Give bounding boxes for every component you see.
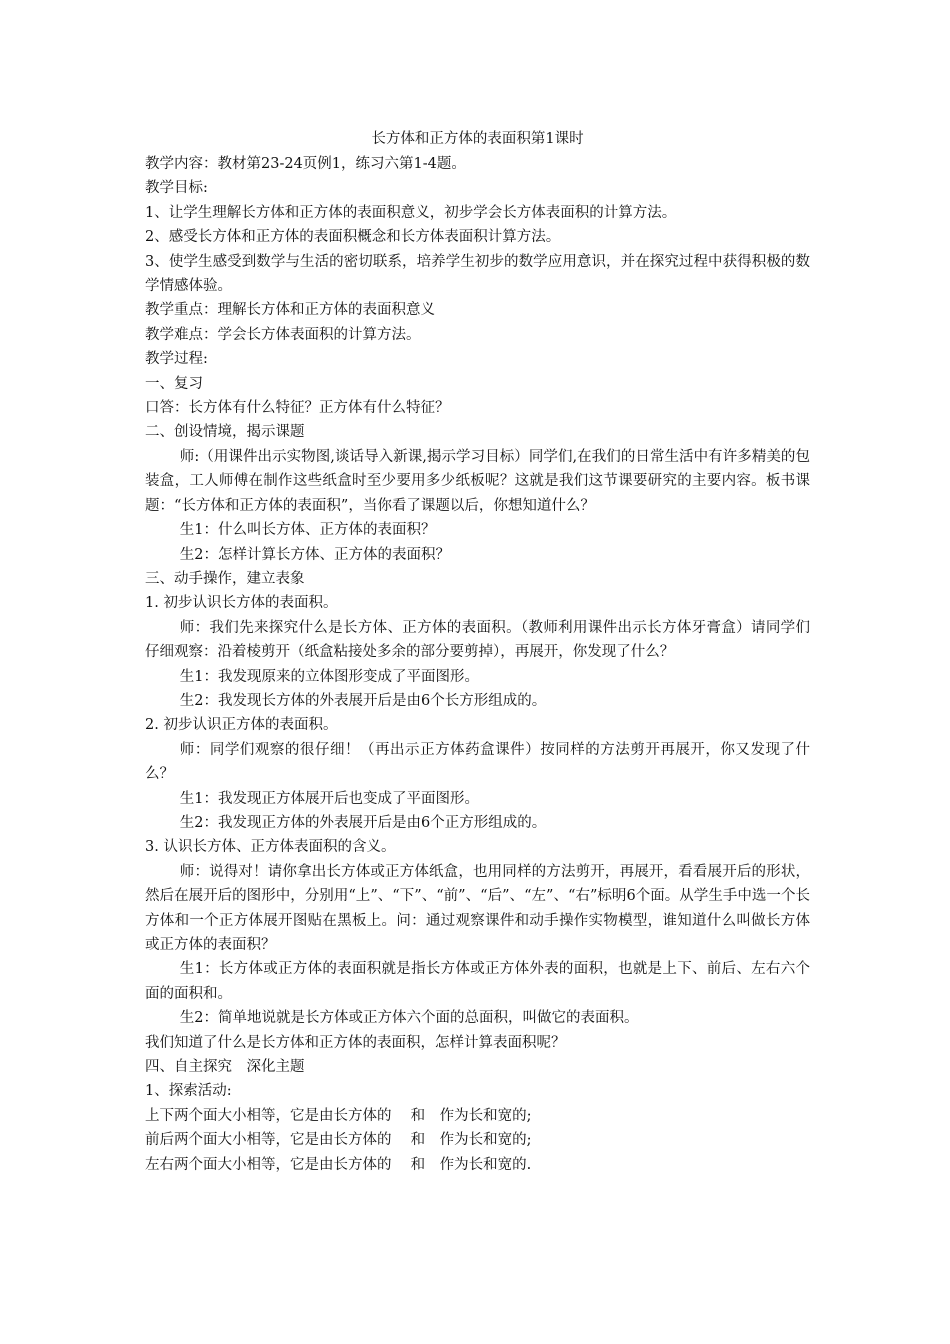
paragraph-26: 生2：简单地说就是长方体或正方体六个面的总面积，叫做它的表面积。 [179, 1010, 639, 1027]
paragraph-23: 3. 认识长方体、正方体表面积的含义。 [145, 839, 396, 856]
paragraph-29: 1、探索活动: [145, 1083, 232, 1100]
paragraph-8: 一、复习 [145, 375, 203, 392]
paragraph-19: 2. 初步认识正方体的表面积。 [145, 717, 338, 734]
paragraph-0: 教学内容：教材第23-24页例1，练习六第1-4题。 [145, 156, 466, 172]
document-page [145, 126, 810, 1177]
paragraph-17: 生1：我发现原来的立体图形变成了平面图形。 [179, 668, 480, 685]
paragraph-18: 生2：我发现长方体的外表展开后是由6个长方形组成的。 [179, 692, 547, 709]
paragraph-22: 生2：我发现正方体的外表展开后是由6个正方形组成的。 [179, 814, 547, 831]
paragraph-6: 教学难点：学会长方体表面积的计算方法。 [145, 326, 421, 343]
paragraph-11: 师:（用课件出示实物图,谈话导入新课,揭示学习目标）同学们,在我们的日常生活中有许多精美的包装盒，工人师傅在制作这些纸盒时至少要用多少纸板呢？这就是我们这节课要研究的主要内容。板书课题：“长方体和正方体的表面积”，当你看了课题以后，你想知道什么？ [145, 448, 810, 514]
paragraph-3: 2、感受长方体和正方体的表面积概念和长方体表面积计算方法。 [145, 229, 561, 246]
paragraph-32: 左右两个面大小相等，它是由长方体的 和 作为长和宽的. [145, 1156, 532, 1173]
paragraph-21: 生1：我发现正方体展开后也变成了平面图形。 [179, 790, 480, 807]
paragraph-10: 二、创设情境，揭示课题 [145, 424, 305, 441]
paragraph-1: 教学目标: [145, 180, 208, 197]
paragraph-27: 我们知道了什么是长方体和正方体的表面积，怎样计算表面积呢？ [145, 1034, 566, 1051]
paragraph-15: 1. 初步认识长方体的表面积。 [145, 595, 338, 612]
paragraph-14: 三、动手操作，建立表象 [145, 570, 305, 587]
document-body [145, 152, 810, 1177]
paragraph-5: 教学重点：理解长方体和正方体的表面积意义 [145, 302, 435, 319]
paragraph-20: 师：同学们观察的很仔细！（再出示正方体药盒课件）按同样的方法剪开再展开，你又发现了什么？ [145, 741, 810, 783]
paragraph-12: 生1：什么叫长方体、正方体的表面积？ [179, 522, 436, 539]
paragraph-9: 口答：长方体有什么特征？正方体有什么特征？ [145, 400, 450, 417]
paragraph-13: 生2：怎样计算长方体、正方体的表面积？ [179, 546, 451, 563]
paragraph-31: 前后两个面大小相等，它是由长方体的 和 作为长和宽的; [145, 1132, 532, 1149]
paragraph-28: 四、自主探究 深化主题 [145, 1059, 305, 1076]
document-title: 长方体和正方体的表面积第1课时 [371, 131, 584, 147]
paragraph-2: 1、让学生理解长方体和正方体的表面积意义，初步学会长方体表面积的计算方法。 [145, 204, 677, 221]
paragraph-16: 师：我们先来探究什么是长方体、正方体的表面积。（教师利用课件出示长方体牙膏盒）请同学们仔细观察：沿着棱剪开（纸盒粘接处多余的部分要剪掉），再展开，你发现了什么？ [145, 619, 810, 661]
paragraph-30: 上下两个面大小相等，它是由长方体的 和 作为长和宽的; [145, 1107, 532, 1124]
paragraph-24: 师：说得对！请你拿出长方体或正方体纸盒，也用同样的方法剪开，再展开，看看展开后的形状，然后在展开后的图形中，分别用“上”、“下”、“前”、“后”、“左”、“右”标明6个面。从学生手中选一个长方体和一个正方体展开图贴在黑板上。问：通过观察课件和动手操作实物模型，谁知道什么叫做长方体或正方体的表面积？ [145, 863, 810, 953]
paragraph-4: 3、使学生感受到数学与生活的密切联系，培养学生初步的数学应用意识，并在探究过程中获得积极的数学情感体验。 [145, 253, 810, 295]
paragraph-25: 生1：长方体或正方体的表面积就是指长方体或正方体外表的面积，也就是上下、前后、左右六个面的面积和。 [145, 961, 810, 1002]
paragraph-7: 教学过程: [145, 351, 208, 368]
